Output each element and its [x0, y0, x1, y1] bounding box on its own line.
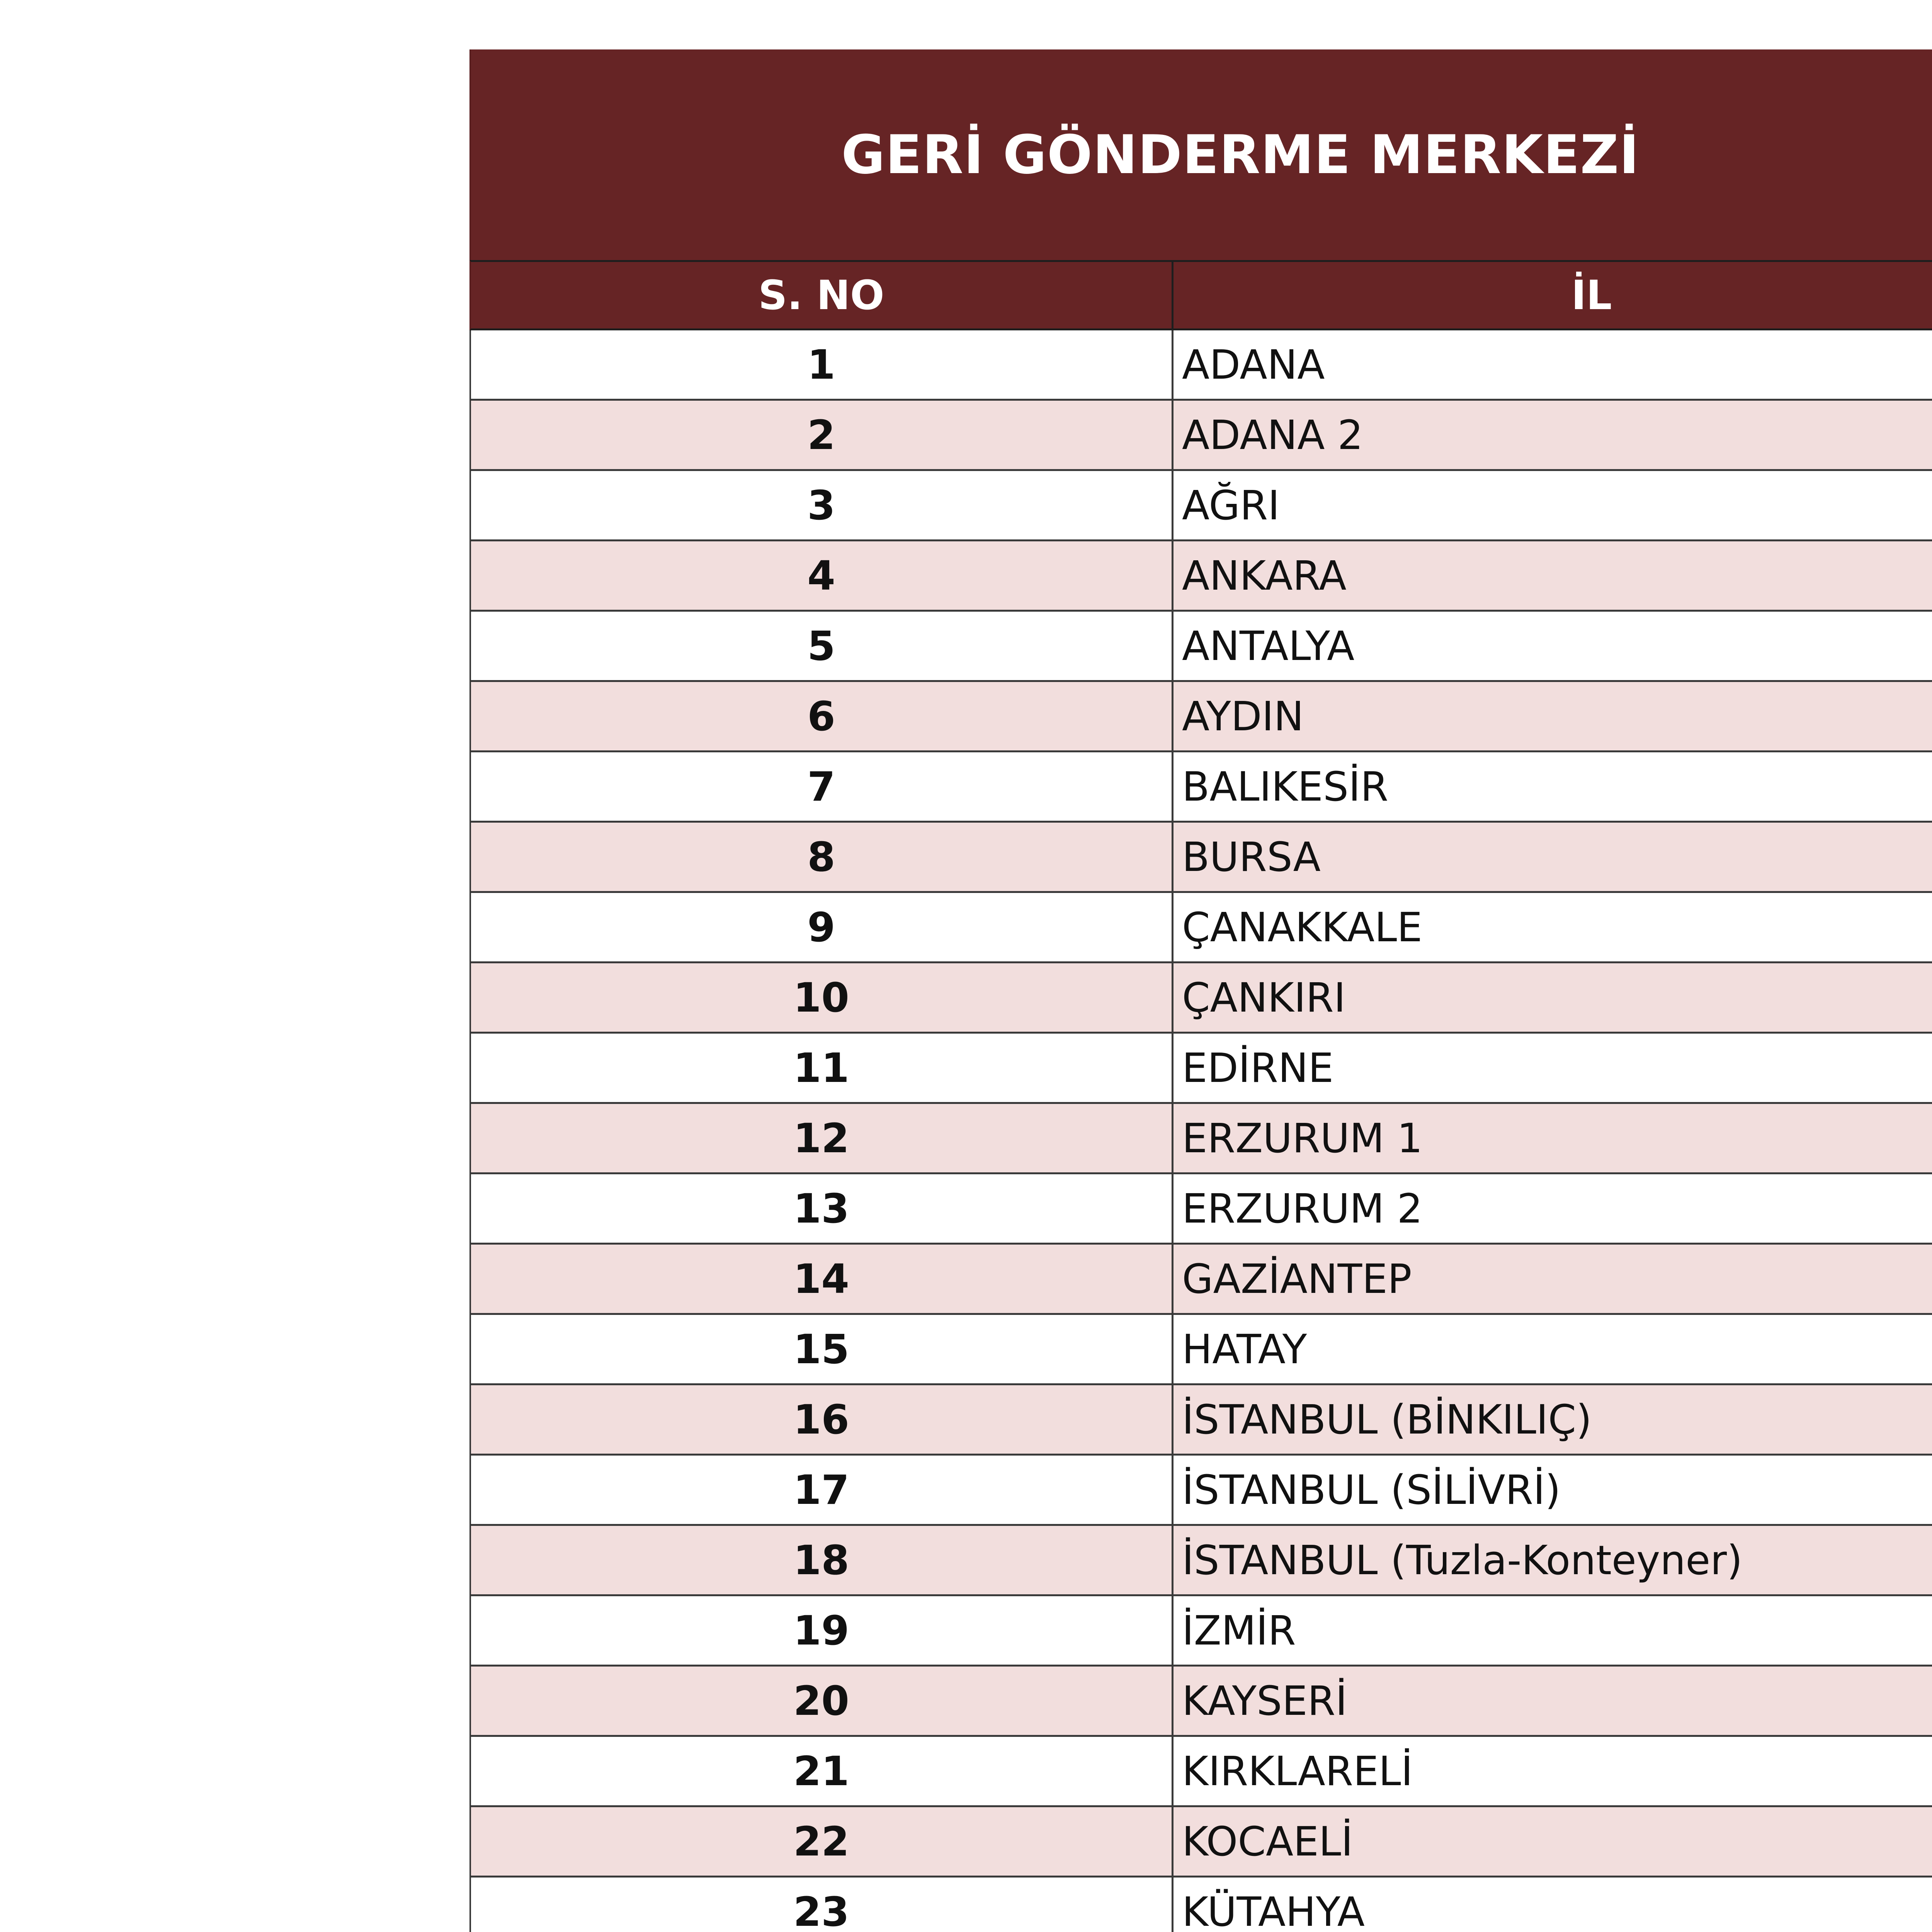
row-number: 18	[471, 1526, 1173, 1594]
row-province: KIRKLARELİ	[1182, 1747, 1413, 1795]
table-row	[469, 682, 1932, 752]
row-number: 4	[471, 541, 1173, 610]
row-province: ÇANAKKALE	[1182, 903, 1423, 951]
table-row	[469, 893, 1932, 963]
row-number: 19	[471, 1596, 1173, 1665]
table-row	[469, 1174, 1932, 1245]
row-number: 5	[471, 612, 1173, 680]
table-row	[469, 1245, 1932, 1315]
row-province: İSTANBUL (SİLİVRİ)	[1182, 1466, 1561, 1514]
table-title: GERİ GÖNDERME MERKEZİ	[469, 49, 1932, 260]
column-header-no: S. NO	[471, 262, 1173, 328]
table-row	[469, 1667, 1932, 1737]
table-row	[469, 541, 1932, 612]
row-number: 1	[471, 330, 1173, 399]
column-header-row	[469, 260, 1932, 330]
row-number: 20	[471, 1667, 1173, 1735]
table-row	[469, 1104, 1932, 1174]
row-number: 14	[471, 1245, 1173, 1313]
row-province: ERZURUM 2	[1182, 1185, 1423, 1232]
table-row	[469, 1456, 1932, 1526]
row-number: 7	[471, 752, 1173, 821]
row-number: 21	[471, 1737, 1173, 1805]
table-row	[469, 823, 1932, 893]
spreadsheet-table	[469, 49, 1932, 1932]
row-province: BURSA	[1182, 833, 1321, 881]
row-province: EDİRNE	[1182, 1044, 1334, 1092]
table-row	[469, 401, 1932, 471]
table-row	[469, 471, 1932, 541]
row-province: KÜTAHYA	[1182, 1888, 1365, 1932]
row-province: ANKARA	[1182, 552, 1347, 599]
table-row	[469, 1878, 1932, 1932]
table-row	[469, 1807, 1932, 1878]
row-number: 23	[471, 1878, 1173, 1932]
row-province: KOCAELİ	[1182, 1818, 1353, 1865]
row-number: 10	[471, 963, 1173, 1032]
row-province: ANTALYA	[1182, 622, 1355, 670]
row-province: İSTANBUL (Tuzla-Konteyner)	[1182, 1536, 1743, 1584]
row-province: GAZİANTEP	[1182, 1255, 1412, 1303]
column-header-il: İL	[1571, 272, 1612, 319]
row-number: 16	[471, 1385, 1173, 1454]
row-province: ADANA	[1182, 341, 1325, 388]
table-row	[469, 963, 1932, 1034]
row-number: 3	[471, 471, 1173, 539]
row-province: HATAY	[1182, 1325, 1307, 1373]
table-row	[469, 330, 1932, 401]
table-row	[469, 1526, 1932, 1596]
row-number: 12	[471, 1104, 1173, 1172]
row-province: KAYSERİ	[1182, 1677, 1347, 1725]
row-number: 6	[471, 682, 1173, 750]
row-province: ADANA 2	[1182, 411, 1363, 459]
row-number: 13	[471, 1174, 1173, 1243]
row-number: 15	[471, 1315, 1173, 1383]
row-province: ÇANKIRI	[1182, 974, 1346, 1021]
table-row	[469, 1737, 1932, 1807]
row-number: 9	[471, 893, 1173, 961]
row-number: 17	[471, 1456, 1173, 1524]
row-province: İZMİR	[1182, 1607, 1296, 1654]
row-province: AĞRI	[1182, 481, 1280, 529]
table-row	[469, 1034, 1932, 1104]
table-row	[469, 752, 1932, 823]
row-province: BALIKESİR	[1182, 763, 1388, 810]
table-row	[469, 1315, 1932, 1385]
row-province: ERZURUM 1	[1182, 1114, 1423, 1162]
table-row	[469, 612, 1932, 682]
table-body	[469, 330, 1932, 1932]
row-number: 8	[471, 823, 1173, 891]
row-province: İSTANBUL (BİNKILIÇ)	[1182, 1396, 1592, 1443]
row-number: 2	[471, 401, 1173, 469]
row-number: 11	[471, 1034, 1173, 1102]
row-province: AYDIN	[1182, 692, 1304, 740]
table-row	[469, 1596, 1932, 1667]
row-number: 22	[471, 1807, 1173, 1876]
table-row	[469, 1385, 1932, 1456]
